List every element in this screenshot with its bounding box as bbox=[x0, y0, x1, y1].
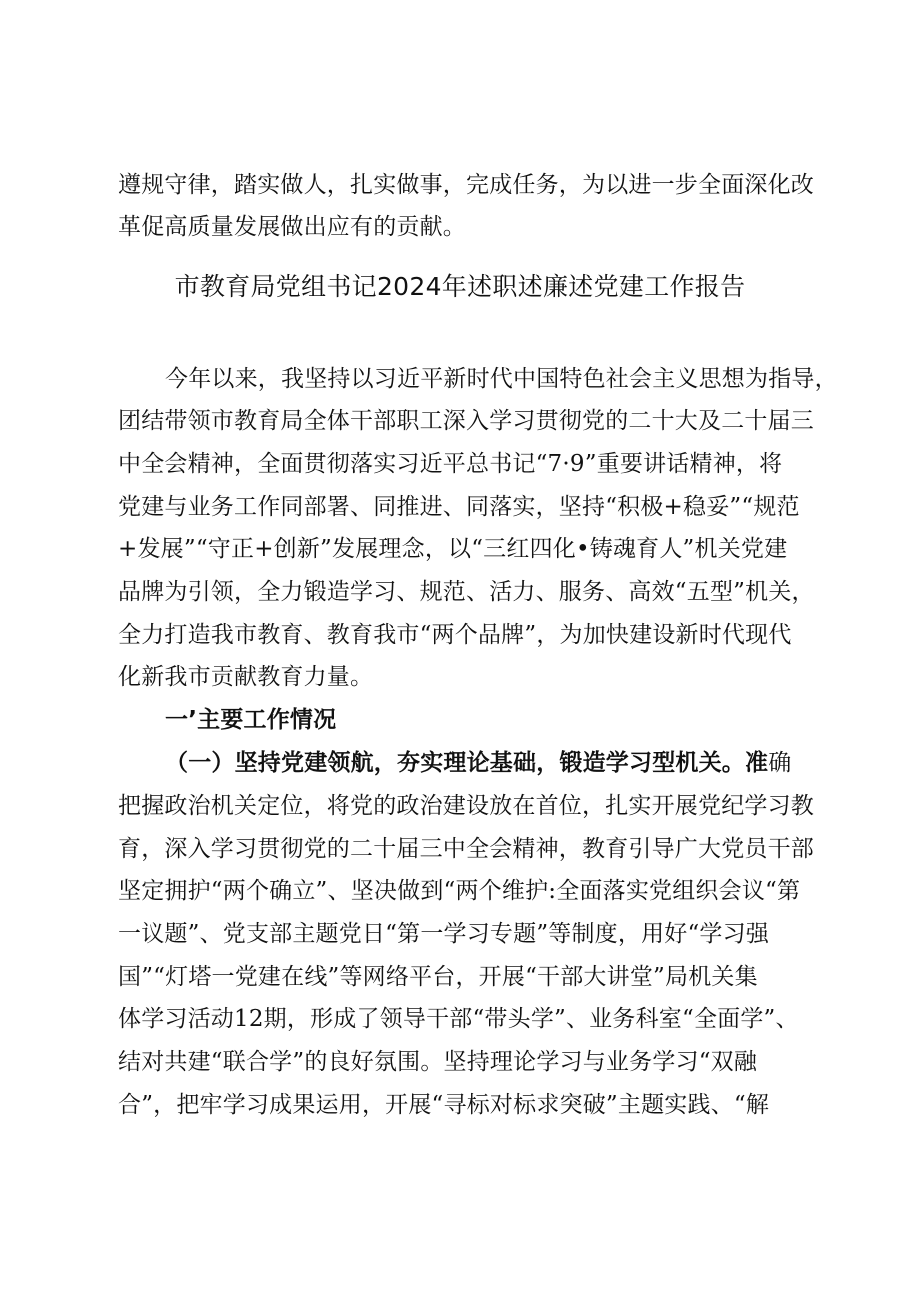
paragraph-1-line-2: 团结带领市教育局全体干部职工深入学习贯彻党的二十大及二十届三 bbox=[118, 408, 814, 434]
paragraph-1-line-4: 党建与业务工作同部署、同推进、同落实，坚持“积极+稳妥”“规范 bbox=[118, 494, 800, 520]
subsection-line-5: 一议题”、党支部主题党日“第一学习专题”等制度，用好“学习强 bbox=[118, 921, 770, 947]
intro-line-2: 革促高质量发展做出应有的贡献。 bbox=[118, 214, 466, 240]
section-heading: 一’主要工作情况 bbox=[165, 707, 337, 733]
subsection-line-6: 国”“灯塔一党建在线”等网络平台，开展“干部大讲堂”局机关集 bbox=[118, 964, 758, 990]
subsection-line-4: 坚定拥护“两个确立”、坚决做到“两个维护:全面落实党组织会议“第 bbox=[118, 878, 801, 904]
subsection-bold-heading: （一）坚持党建领航，夯实理论基础，锻造学习型机关。准 bbox=[165, 750, 769, 776]
report-title: 市教育局党组书记2024年述职述廉述党建工作报告 bbox=[174, 272, 746, 301]
subsection-line-7: 体学习活动12期，形成了领导干部“带头学”、业务科室“全面学”、 bbox=[118, 1006, 799, 1032]
paragraph-1-line-6: 品牌为引领，全力锻造学习、规范、活力、服务、高效“五型”机关， bbox=[118, 579, 815, 605]
paragraph-1-line-5: +发展”“守正+创新”发展理念，以“三红四化•铸魂育人”机关党建 bbox=[118, 536, 788, 562]
paragraph-1-line-8: 化新我市贡献教育力量。 bbox=[118, 664, 374, 690]
paragraph-1-line-3: 中全会精神，全面贯彻落实习近平总书记“7·9”重要讲话精神，将 bbox=[118, 451, 783, 477]
intro-line-1: 遵规守律，踏实做人，扎实做事，完成任务，为以进一步全面深化改 bbox=[118, 172, 814, 198]
paragraph-1-line-1: 今年以来，我坚持以习近平新时代中国特色社会主义思想为指导， bbox=[165, 366, 838, 392]
paragraph-1-line-7: 全力打造我市教育、教育我市“两个品牌”，为加快建设新时代现代 bbox=[118, 622, 792, 648]
subsection-line-8: 结对共建“联合学”的良好氛围。坚持理论学习与业务学习“双融 bbox=[118, 1049, 758, 1075]
subsection-lead-line bbox=[165, 748, 791, 778]
subsection-lead-tail: 确 bbox=[768, 750, 792, 776]
subsection-line-2: 把握政治机关定位，将党的政治建设放在首位，扎实开展党纪学习教 bbox=[118, 793, 814, 819]
subsection-line-9: 合”，把牢学习成果运用，开展“寻标对标求突破”主题实践、“解 bbox=[118, 1092, 770, 1118]
subsection-line-3: 育，深入学习贯彻党的二十届三中全会精神，教育引导广大党员干部 bbox=[118, 836, 814, 862]
